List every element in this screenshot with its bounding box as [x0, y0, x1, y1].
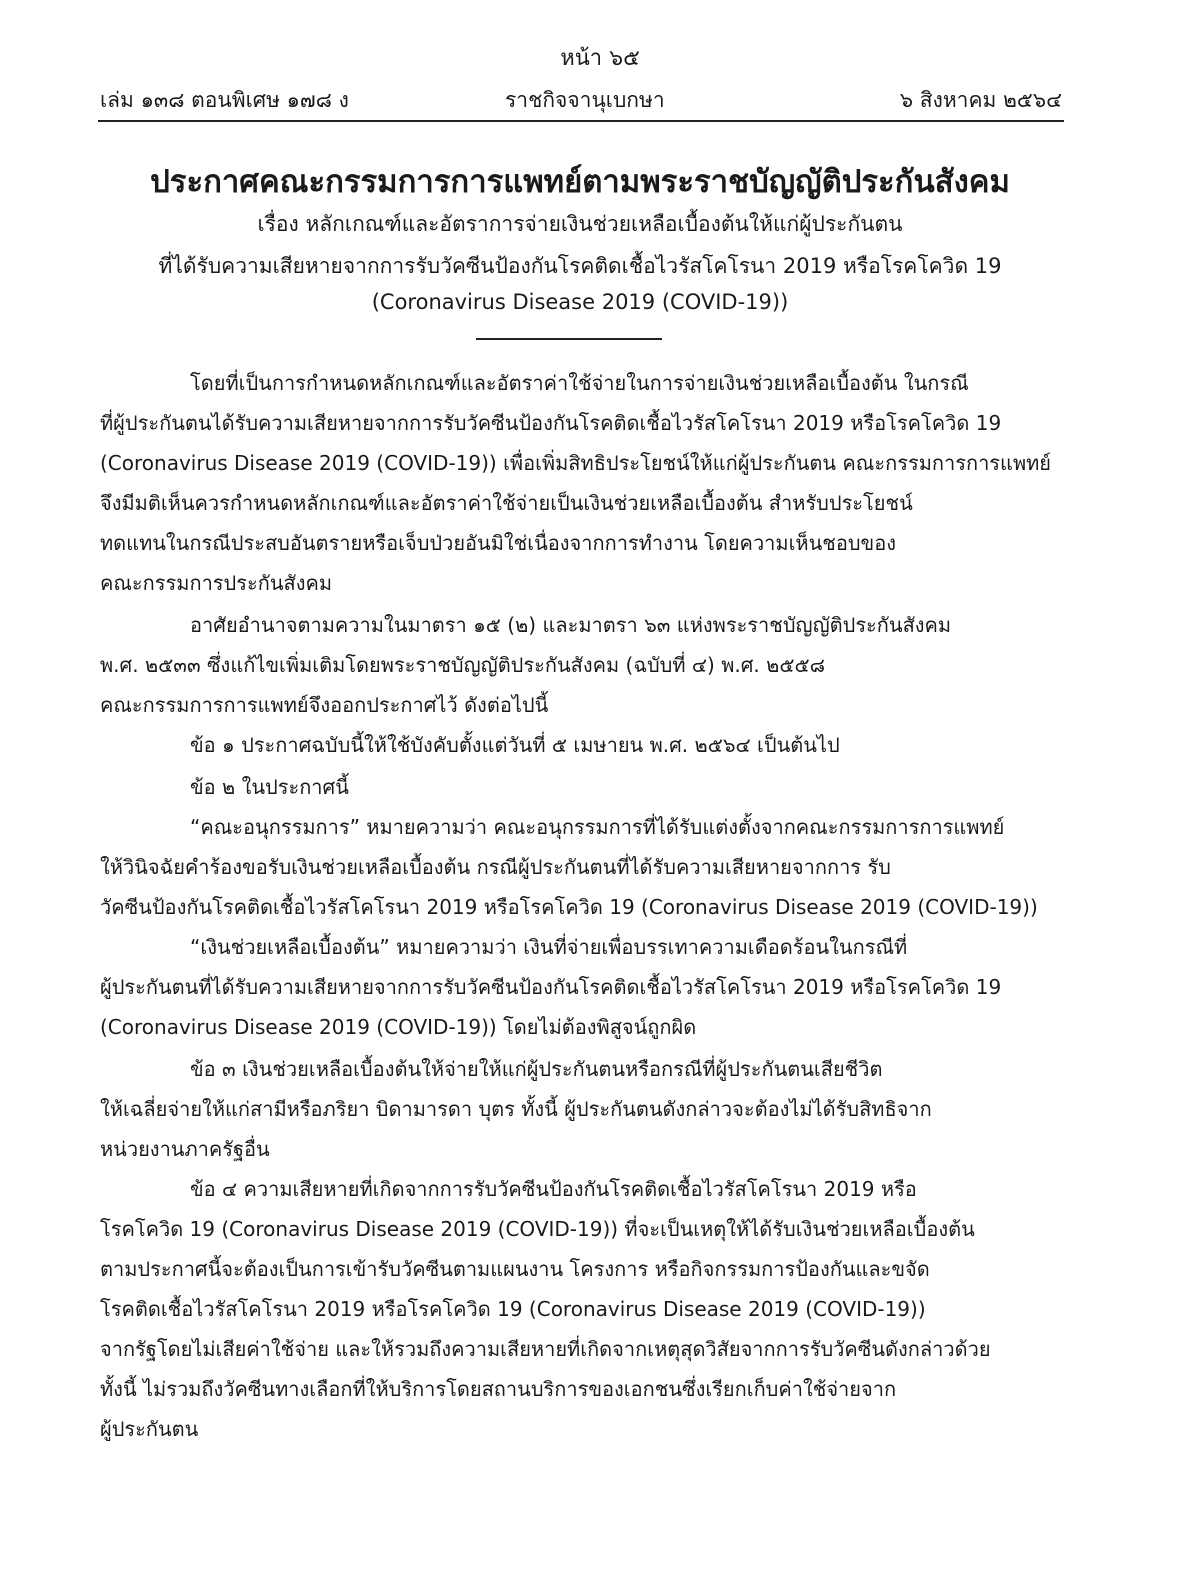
- body-line: ผู้ประกันตนที่ได้รับความเสียหายจากการรับวัคซีนป้องกันโรคติดเชื้อไวรัสโคโรนา 2019 หรือโรคโควิด 19: [100, 975, 1002, 999]
- clause-1: ข้อ ๑ ประกาศฉบับนี้ให้ใช้บังคับตั้งแต่วันที่ ๕ เมษายน พ.ศ. ๒๕๖๔ เป็นต้นไป: [190, 733, 840, 757]
- body-line: (Coronavirus Disease 2019 (COVID-19)) โดยไม่ต้องพิสูจน์ถูกผิด: [100, 1015, 697, 1039]
- body-line: ให้วินิจฉัยคำร้องขอรับเงินช่วยเหลือเบื้องต้น กรณีผู้ประกันตนที่ได้รับความเสียหายจากการ รับ: [100, 855, 891, 879]
- body-line: ทดแทนในกรณีประสบอันตรายหรือเจ็บป่วยอันมิใช่เนื่องจากการทำงาน โดยความเห็นชอบของ: [100, 531, 897, 555]
- body-line: ผู้ประกันตน: [100, 1417, 199, 1441]
- body-line: จากรัฐโดยไม่เสียค่าใช้จ่าย และให้รวมถึงความเสียหายที่เกิดจากเหตุสุดวิสัยจากการรับวัคซีนดังกล่าวด้วย: [100, 1337, 991, 1361]
- body-line: วัคซีนป้องกันโรคติดเชื้อไวรัสโคโรนา 2019 หรือโรคโควิด 19 (Coronavirus Disease 2019 (COVID-19)): [100, 895, 1038, 919]
- title-divider: [476, 338, 662, 340]
- body-line: คณะกรรมการประกันสังคม: [100, 571, 333, 595]
- body-line: พ.ศ. ๒๕๓๓ ซึ่งแก้ไขเพิ่มเติมโดยพระราชบัญญัติประกันสังคม (ฉบับที่ ๔) พ.ศ. ๒๕๕๘: [100, 653, 826, 677]
- body-line: โรคติดเชื้อไวรัสโคโรนา 2019 หรือโรคโควิด 19 (Coronavirus Disease 2019 (COVID-19)): [100, 1297, 926, 1321]
- volume-info: เล่ม ๑๓๘ ตอนพิเศษ ๑๗๘ ง: [100, 88, 349, 112]
- body-line: ทั้งนี้ ไม่รวมถึงวัคซีนทางเลือกที่ให้บริการโดยสถานบริการของเอกชนซึ่งเรียกเก็บค่าใช้จ่ายจาก: [100, 1377, 897, 1401]
- clause-4: ข้อ ๔ ความเสียหายที่เกิดจากการรับวัคซีนป้องกันโรคติดเชื้อไวรัสโคโรนา 2019 หรือ: [190, 1177, 917, 1201]
- body-line: โรคโควิด 19 (Coronavirus Disease 2019 (COVID-19)) ที่จะเป็นเหตุให้ได้รับเงินช่วยเหลือเบื้องต้น: [100, 1217, 975, 1241]
- subject-line-1: เรื่อง หลักเกณฑ์และอัตราการจ่ายเงินช่วยเหลือเบื้องต้นให้แก่ผู้ประกันตน: [257, 212, 903, 236]
- page-number: หน้า ๖๕: [560, 46, 640, 71]
- body-line: (Coronavirus Disease 2019 (COVID-19)) เพื่อเพิ่มสิทธิประโยชน์ให้แก่ผู้ประกันตน คณะกรรมการการแพทย์: [100, 451, 1052, 475]
- body-line: หน่วยงานภาครัฐอื่น: [100, 1137, 270, 1161]
- body-line: โดยที่เป็นการกำหนดหลักเกณฑ์และอัตราค่าใช้จ่ายในการจ่ายเงินช่วยเหลือเบื้องต้น ในกรณี: [190, 371, 969, 395]
- body-line: คณะกรรมการการแพทย์จึงออกประกาศไว้ ดังต่อไปนี้: [100, 693, 549, 717]
- definition-line: “คณะอนุกรรมการ” หมายความว่า คณะอนุกรรมการที่ได้รับแต่งตั้งจากคณะกรรมการการแพทย์: [190, 815, 1005, 839]
- body-line: จึงมีมติเห็นควรกำหนดหลักเกณฑ์และอัตราค่าใช้จ่ายเป็นเงินช่วยเหลือเบื้องต้น สำหรับประโยชน์: [100, 491, 913, 515]
- subject-line-3: (Coronavirus Disease 2019 (COVID-19)): [371, 290, 789, 314]
- announcement-title: ประกาศคณะกรรมการการแพทย์ตามพระราชบัญญัติประกันสังคม: [150, 164, 1010, 200]
- body-line: ที่ผู้ประกันตนได้รับความเสียหายจากการรับวัคซีนป้องกันโรคติดเชื้อไวรัสโคโรนา 2019 หรือโรคโควิด 19: [100, 411, 1002, 435]
- body-line: ตามประกาศนี้จะต้องเป็นการเข้ารับวัคซีนตามแผนงาน โครงการ หรือกิจกรรมการป้องกันและขจัด: [100, 1257, 930, 1281]
- gazette-header: [100, 84, 1062, 114]
- body-line: อาศัยอำนาจตามความในมาตรา ๑๕ (๒) และมาตรา ๖๓ แห่งพระราชบัญญัติประกันสังคม: [190, 613, 952, 637]
- gazette-name: ราชกิจจานุเบกษา: [505, 88, 665, 112]
- header-divider: [98, 120, 1064, 122]
- clause-3: ข้อ ๓ เงินช่วยเหลือเบื้องต้นให้จ่ายให้แก่ผู้ประกันตนหรือกรณีที่ผู้ประกันตนเสียชีวิต: [190, 1057, 883, 1081]
- clause-2: ข้อ ๒ ในประกาศนี้: [190, 775, 349, 799]
- subject-line-2: ที่ได้รับความเสียหายจากการรับวัคซีนป้องกันโรคติดเชื้อไวรัสโคโรนา 2019 หรือโรคโควิด 19: [158, 254, 1002, 278]
- publication-date: ๖ สิงหาคม ๒๕๖๔: [899, 88, 1062, 112]
- body-line: ให้เฉลี่ยจ่ายให้แก่สามีหรือภริยา บิดามารดา บุตร ทั้งนี้ ผู้ประกันตนดังกล่าวจะต้องไม่ได้รับสิทธิจาก: [100, 1097, 932, 1121]
- definition-line: “เงินช่วยเหลือเบื้องต้น” หมายความว่า เงินที่จ่ายเพื่อบรรเทาความเดือดร้อนในกรณีที่: [190, 935, 908, 959]
